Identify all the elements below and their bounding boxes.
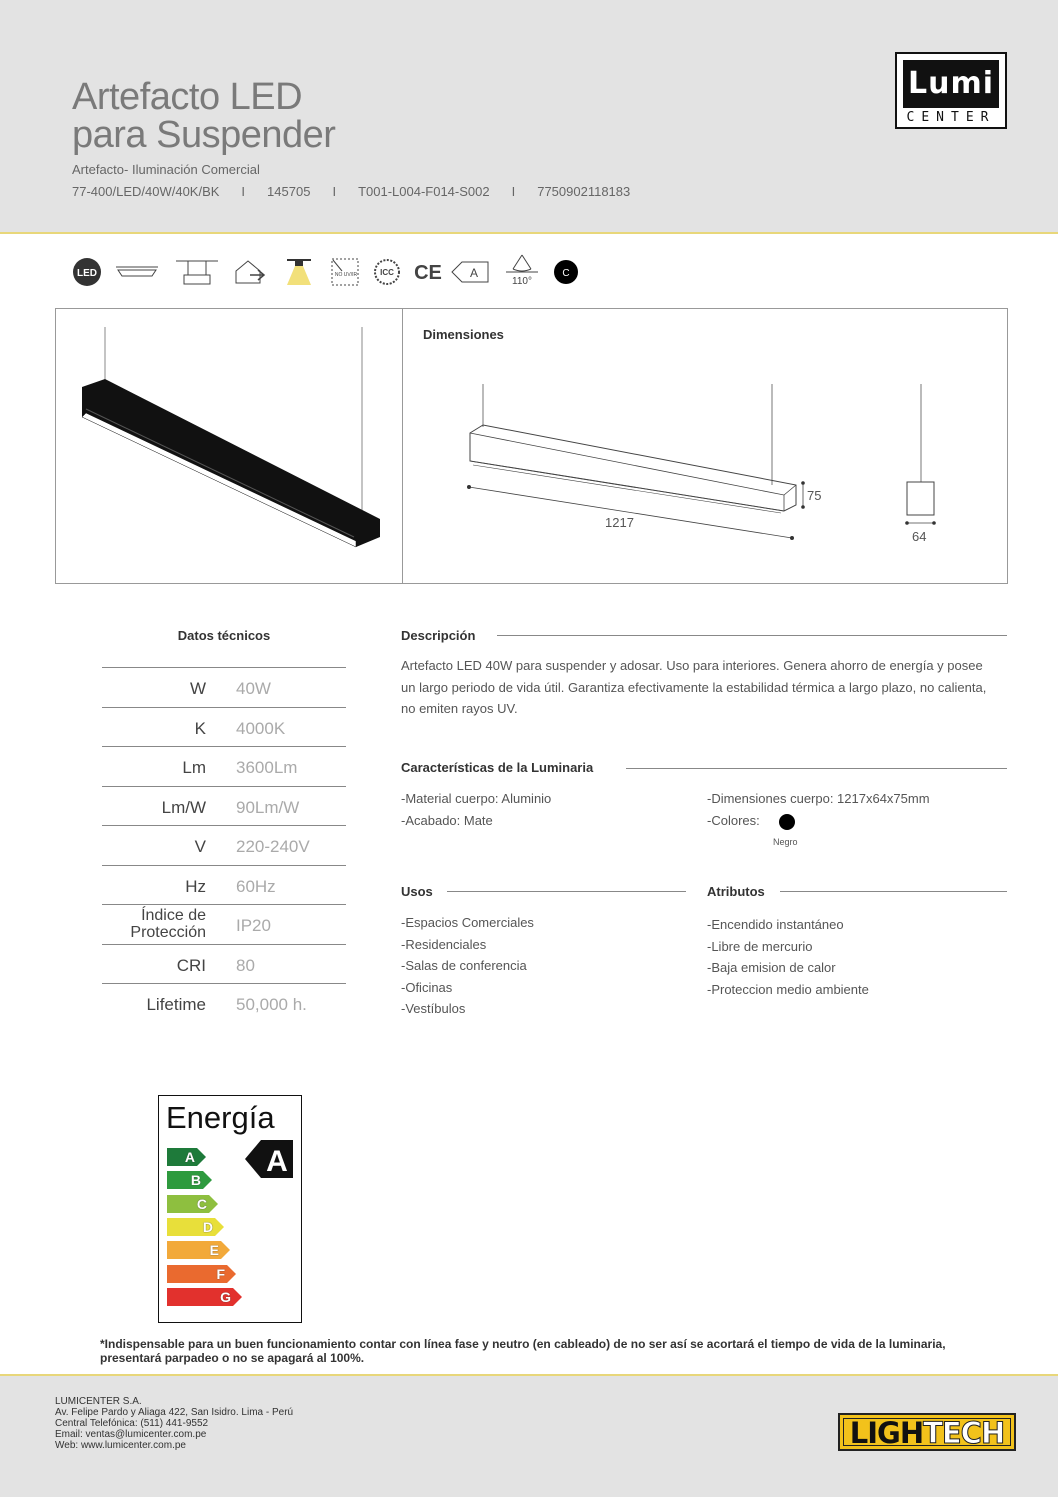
energy-bar-label: G <box>220 1288 231 1305</box>
characteristic-item: -Dimensiones cuerpo: 1217x64x75mm <box>707 791 930 806</box>
tech-row-hz <box>102 865 346 905</box>
uses-rule <box>440 891 686 892</box>
uses-item: -Residenciales <box>401 936 487 952</box>
uses-item: -Salas de conferencia <box>401 958 527 973</box>
energy-bar-a <box>167 1148 207 1166</box>
tech-key: K <box>194 718 206 738</box>
characteristic-item: -Acabado: Mate <box>401 812 493 828</box>
tech-key: Lm/W <box>161 797 206 817</box>
lightech-logo-text <box>843 1416 1011 1450</box>
header <box>0 0 1058 234</box>
tech-value: 220-240V <box>236 837 310 856</box>
uses-item: -Vestíbulos <box>401 1001 466 1016</box>
attributes-item: -Libre de mercurio <box>707 938 813 954</box>
uses-item: -Espacios Comerciales <box>401 915 534 930</box>
energy-bar-f <box>167 1265 237 1283</box>
led-icon-label: LED <box>77 268 97 279</box>
energy-bar-b <box>167 1171 213 1189</box>
energy-title: Energía <box>166 1100 275 1135</box>
footer-email: Email: ventas@lumicenter.com.pe <box>55 1429 207 1440</box>
tech-value: 90Lm/W <box>236 797 300 817</box>
attributes-title: Atributos <box>707 884 779 899</box>
energy-rating-text: A <box>266 1145 288 1178</box>
tech-key: Lm <box>182 758 206 777</box>
energy-rating-badge <box>245 1140 295 1178</box>
lightech-logo-part1: LIGH <box>849 1416 924 1450</box>
attributes-list <box>707 914 869 1000</box>
characteristics-left <box>401 788 551 831</box>
tech-row-lm <box>102 746 346 786</box>
tech-key: Lifetime <box>146 995 206 1014</box>
tech-row-cri <box>102 944 346 984</box>
light-beam-icon <box>284 256 314 288</box>
width-label: 64 <box>912 529 927 544</box>
attributes-item: -Proteccion medio ambiente <box>707 981 869 997</box>
tech-row-ip <box>102 904 346 944</box>
color-swatch-black <box>779 814 795 830</box>
indoor-icon <box>232 256 268 288</box>
characteristics-right <box>707 788 930 831</box>
energy-bar-label: D <box>202 1218 213 1235</box>
tech-row-lmw <box>102 786 346 826</box>
tech-row-v <box>102 825 346 865</box>
attributes-item: -Encendido instantáneo <box>707 917 844 932</box>
energy-bar-g <box>167 1288 243 1306</box>
description-line: Artefacto LED 40W para suspender y adosar. Uso para interiores. Genera ahorro de energía y posee <box>401 658 983 673</box>
characteristic-item: -Colores: <box>707 812 760 828</box>
footer-company: LUMICENTER S.A. <box>55 1396 142 1407</box>
attributes-item: -Baja emision de calor <box>707 960 836 975</box>
sku-code: 145705 <box>267 184 311 199</box>
lightech-logo-part2: TECH <box>923 1416 1005 1450</box>
color-c-label: C <box>562 268 570 279</box>
internal-code: T001-L004-F014-S002 <box>358 184 490 199</box>
tech-value: IP20 <box>236 916 271 935</box>
icc-icon <box>372 256 402 288</box>
description-rule <box>497 635 1007 636</box>
height-label: 75 <box>807 488 822 503</box>
tech-key: CRI <box>176 955 206 975</box>
model-code: 77-400/LED/40W/40K/BK <box>72 184 220 199</box>
lumicenter-logo <box>895 52 1007 129</box>
ce-label: CE <box>414 262 442 284</box>
energy-class-icon <box>450 256 490 288</box>
suspended-icon <box>174 256 220 288</box>
color-c-icon <box>552 256 580 288</box>
tech-key: V <box>194 837 206 856</box>
code-separator: I <box>241 184 246 199</box>
tech-value: 50,000 h. <box>236 995 307 1014</box>
product-codes <box>72 184 630 199</box>
tech-row-k <box>102 707 346 747</box>
page-title <box>72 78 335 154</box>
footer-address: Av. Felipe Pardo y Aliaga 422, San Isidro. Lima - Perú <box>55 1407 294 1418</box>
code-separator: I <box>332 184 337 199</box>
dimensions-title: Dimensiones <box>423 327 504 342</box>
title-line-2: para Suspender <box>72 114 336 156</box>
logo-top <box>903 60 999 108</box>
ce-icon <box>414 256 442 288</box>
tech-key-line: Índice de <box>141 907 206 924</box>
tech-key: Hz <box>185 876 206 896</box>
tech-row-lifetime <box>102 983 346 1023</box>
beam-angle-label: 110° <box>512 276 532 287</box>
footer-web: Web: www.lumicenter.com.pe <box>55 1440 186 1451</box>
logo-top-text: Lumi <box>907 66 995 101</box>
tech-data-table <box>102 667 346 1023</box>
no-uv-label: NO UV/IR <box>334 272 358 278</box>
characteristics-title: Características de la Luminaria <box>401 760 607 775</box>
tech-key: W <box>189 679 206 698</box>
no-uv-ir-icon <box>330 256 360 288</box>
uses-item: -Oficinas <box>401 979 453 995</box>
product-panel <box>55 308 1008 584</box>
title-line-1: Artefacto LED <box>72 76 303 118</box>
attributes-rule <box>780 891 1007 892</box>
energy-label <box>158 1095 302 1323</box>
page-subtitle: Artefacto- Iluminación Comercial <box>72 162 260 177</box>
energy-bar-d <box>167 1218 225 1236</box>
description-line: no emiten rayos UV. <box>401 701 518 716</box>
note-line: *Indispensable para un buen funcionamiento contar con línea fase y neutro (en cableado) de no ser así se acortará el tiempo de vida de la luminaria, <box>100 1337 946 1351</box>
color-swatch-label: Negro <box>773 837 798 847</box>
tech-value: 4000K <box>236 718 286 738</box>
barcode-number: 7750902118183 <box>537 184 631 199</box>
energy-bar-c <box>167 1195 219 1213</box>
description-title: Descripción <box>401 628 489 643</box>
energy-bar-label: A <box>184 1149 195 1165</box>
code-separator: I <box>511 184 516 199</box>
energy-bar-label: E <box>209 1242 219 1259</box>
tech-value: 3600Lm <box>236 758 298 777</box>
energy-bar-label: F <box>216 1265 225 1282</box>
footer-contact <box>55 1396 293 1451</box>
tech-data-title: Datos técnicos <box>177 628 271 643</box>
product-image <box>56 309 402 583</box>
description-text <box>401 655 1011 720</box>
energy-bar-label: B <box>190 1172 201 1189</box>
energy-bar-label: C <box>196 1195 207 1212</box>
tech-value: 80 <box>236 955 255 975</box>
tech-row-w <box>102 667 346 707</box>
installation-note <box>100 1337 1000 1365</box>
characteristics-rule <box>626 768 1007 769</box>
energy-bar-e <box>167 1241 231 1259</box>
footer-phone: Central Telefónica: (511) 441-9552 <box>55 1418 209 1429</box>
icc-label: ICC <box>380 268 394 277</box>
lightech-logo <box>838 1413 1016 1451</box>
logo-bottom: CENTER <box>906 110 996 125</box>
led-icon <box>72 256 102 288</box>
characteristic-item: -Material cuerpo: Aluminio <box>401 791 552 806</box>
uses-list <box>401 912 534 1020</box>
tech-key-line: Protección <box>130 924 206 941</box>
beam-angle-icon <box>502 256 542 292</box>
feature-icons-row <box>72 256 592 292</box>
length-label: 1217 <box>605 515 634 530</box>
tech-key <box>130 907 206 941</box>
note-line: presentará parpadeo o no se apagará al 100%. <box>100 1351 365 1365</box>
tech-value: 40W <box>236 679 271 698</box>
uses-title: Usos <box>401 884 447 899</box>
description-line: un largo periodo de vida útil. Garantiza efectivamente la estabilidad térmica a largo plazo, no calienta, <box>401 679 987 695</box>
surface-mount-icon <box>114 256 160 288</box>
tech-value: 60Hz <box>236 876 276 896</box>
energy-class-label: A <box>469 266 479 280</box>
